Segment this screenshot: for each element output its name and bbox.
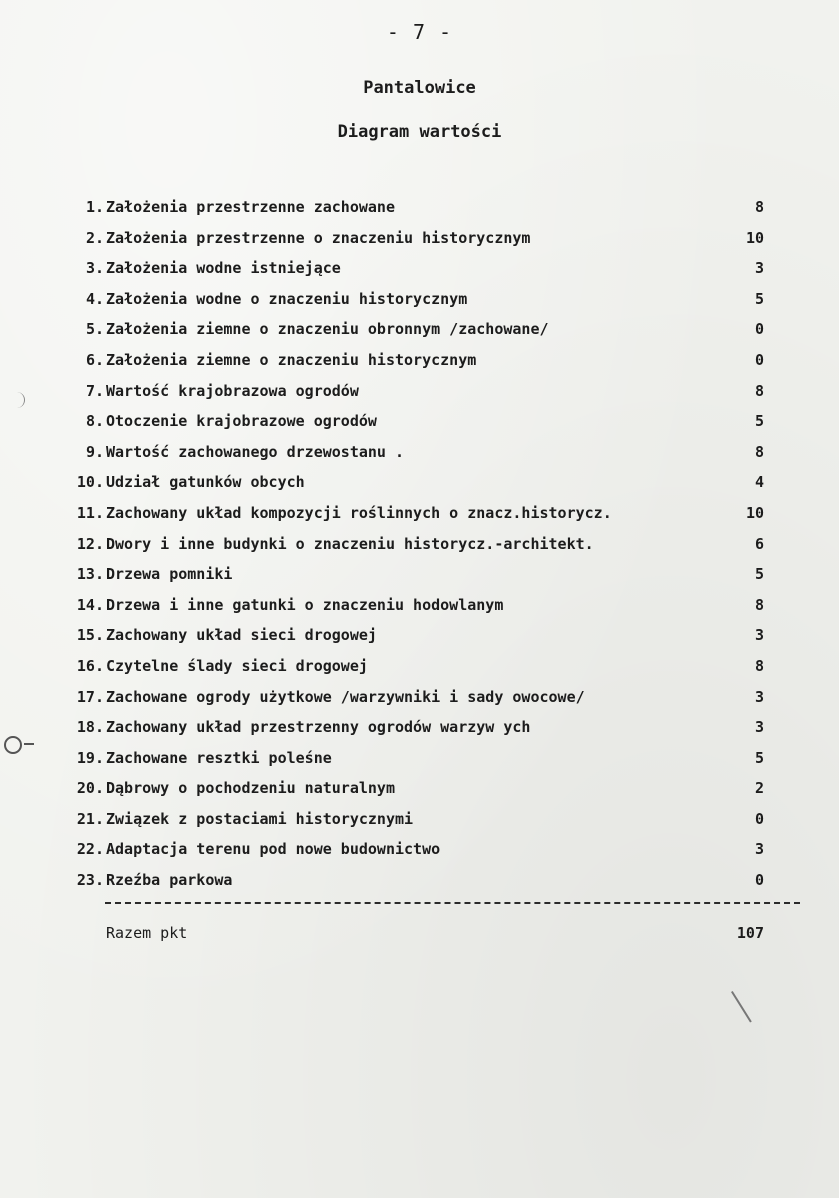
item-value: 5 xyxy=(754,289,764,308)
list-item xyxy=(72,715,772,746)
item-value: 6 xyxy=(754,534,764,553)
item-value: 5 xyxy=(754,412,764,431)
item-value: 5 xyxy=(754,748,764,767)
item-number: 13. xyxy=(76,565,104,584)
item-value: 10 xyxy=(745,228,764,247)
list-item xyxy=(72,868,772,899)
item-label: Założenia ziemne o znaczeniu historycznym xyxy=(106,350,477,369)
list-item xyxy=(72,379,772,410)
item-value: 8 xyxy=(754,595,764,614)
item-value: 3 xyxy=(754,259,764,278)
item-number: 9. xyxy=(85,442,104,461)
item-label: Dwory i inne budynki o znaczeniu historycz.-architekt. xyxy=(106,534,594,553)
list-item xyxy=(72,623,772,654)
item-label: Zachowany układ przestrzenny ogrodów warzyw ych xyxy=(106,718,531,737)
item-number: 3. xyxy=(85,259,104,278)
item-number: 8. xyxy=(85,412,104,431)
list-item xyxy=(72,409,772,440)
item-value: 2 xyxy=(754,779,764,798)
list-item xyxy=(72,837,772,868)
total-row xyxy=(106,924,772,948)
item-label: Założenia przestrzenne zachowane xyxy=(106,198,395,216)
list-item xyxy=(72,593,772,624)
item-label: Udział gatunków obcych xyxy=(106,473,305,492)
item-value: 8 xyxy=(754,381,764,400)
list-item xyxy=(72,562,772,593)
item-number: 14. xyxy=(76,595,104,614)
list-item xyxy=(72,807,772,838)
item-value: 0 xyxy=(754,809,764,828)
item-number: 11. xyxy=(76,503,104,522)
stray-pen-mark xyxy=(731,991,751,1022)
list-item xyxy=(72,776,772,807)
item-value: 5 xyxy=(754,565,764,584)
item-number: 5. xyxy=(85,320,104,339)
list-item xyxy=(72,317,772,348)
list-item xyxy=(72,195,772,226)
item-label: Zachowane resztki poleśne xyxy=(106,748,332,767)
item-label: Czytelne ślady sieci drogowej xyxy=(106,656,368,675)
list-item xyxy=(72,440,772,471)
item-label: Założenia przestrzenne o znaczeniu historycznym xyxy=(106,228,531,247)
item-label: Zachowany układ sieci drogowej xyxy=(106,626,377,645)
item-number: 2. xyxy=(85,228,104,247)
item-value: 4 xyxy=(754,473,764,492)
item-value: 3 xyxy=(754,687,764,706)
item-label: Zachowane ogrody użytkowe /warzywniki i sady owocowe/ xyxy=(106,687,585,706)
list-item xyxy=(72,470,772,501)
item-label: Założenia wodne o znaczeniu historycznym xyxy=(106,289,468,308)
item-label: Wartość zachowanego drzewostanu . xyxy=(106,442,405,461)
item-label: Drzewa i inne gatunki o znaczeniu hodowlanym xyxy=(106,595,504,614)
item-label: Dąbrowy o pochodzeniu naturalnym xyxy=(106,779,395,798)
item-value: 3 xyxy=(754,840,764,859)
list-item xyxy=(72,746,772,777)
item-value: 0 xyxy=(754,871,764,890)
item-number: 17. xyxy=(76,687,104,706)
item-label: Adaptacja terenu pod nowe budownictwo xyxy=(106,840,441,859)
item-number: 12. xyxy=(76,534,104,553)
punch-hole-mark xyxy=(4,736,22,754)
total-value: 107 xyxy=(736,924,764,942)
punch-hole-tick xyxy=(24,743,34,745)
item-label: Rzeźba parkowa xyxy=(106,871,233,890)
item-value: 8 xyxy=(754,198,764,216)
list-item xyxy=(72,501,772,532)
list-item xyxy=(72,654,772,685)
item-label: Wartość krajobrazowa ogrodów xyxy=(106,381,359,400)
list-item xyxy=(72,532,772,563)
item-number: 6. xyxy=(85,350,104,369)
item-label: Zachowany układ kompozycji roślinnych o znacz.historycz. xyxy=(106,503,612,522)
document-title: Pantalowice xyxy=(363,78,476,98)
list-item xyxy=(72,685,772,716)
dashed-separator xyxy=(105,902,800,904)
document-subtitle: Diagram wartości xyxy=(337,122,502,142)
item-number: 23. xyxy=(76,871,104,890)
item-number: 15. xyxy=(76,626,104,645)
item-label: Związek z postaciami historycznymi xyxy=(106,809,414,828)
item-number: 19. xyxy=(76,748,104,767)
list-item xyxy=(72,348,772,379)
item-label: Otoczenie krajobrazowe ogrodów xyxy=(106,412,377,431)
item-number: 16. xyxy=(76,656,104,675)
list-item xyxy=(72,287,772,318)
item-value: 3 xyxy=(754,626,764,645)
item-label: Założenia ziemne o znaczeniu obronnym /zachowane/ xyxy=(106,320,549,339)
item-value: 0 xyxy=(754,350,764,369)
margin-bracket-mark xyxy=(14,392,25,408)
item-value: 8 xyxy=(754,442,764,461)
page-number: - 7 - xyxy=(386,20,453,44)
list-item xyxy=(72,226,772,257)
item-number: 18. xyxy=(76,718,104,737)
item-value: 8 xyxy=(754,656,764,675)
list-item xyxy=(72,256,772,287)
item-number: 1. xyxy=(85,198,104,216)
item-number: 20. xyxy=(76,779,104,798)
item-label: Założenia wodne istniejące xyxy=(106,259,341,278)
item-number: 10. xyxy=(76,473,104,492)
item-label: Drzewa pomniki xyxy=(106,565,233,584)
item-number: 4. xyxy=(85,289,104,308)
item-number: 21. xyxy=(76,809,104,828)
item-number: 22. xyxy=(76,840,104,859)
total-label: Razem pkt xyxy=(106,924,188,942)
item-value: 10 xyxy=(745,503,764,522)
item-value: 0 xyxy=(754,320,764,339)
item-value: 3 xyxy=(754,718,764,737)
item-number: 7. xyxy=(85,381,104,400)
value-list xyxy=(72,195,772,899)
